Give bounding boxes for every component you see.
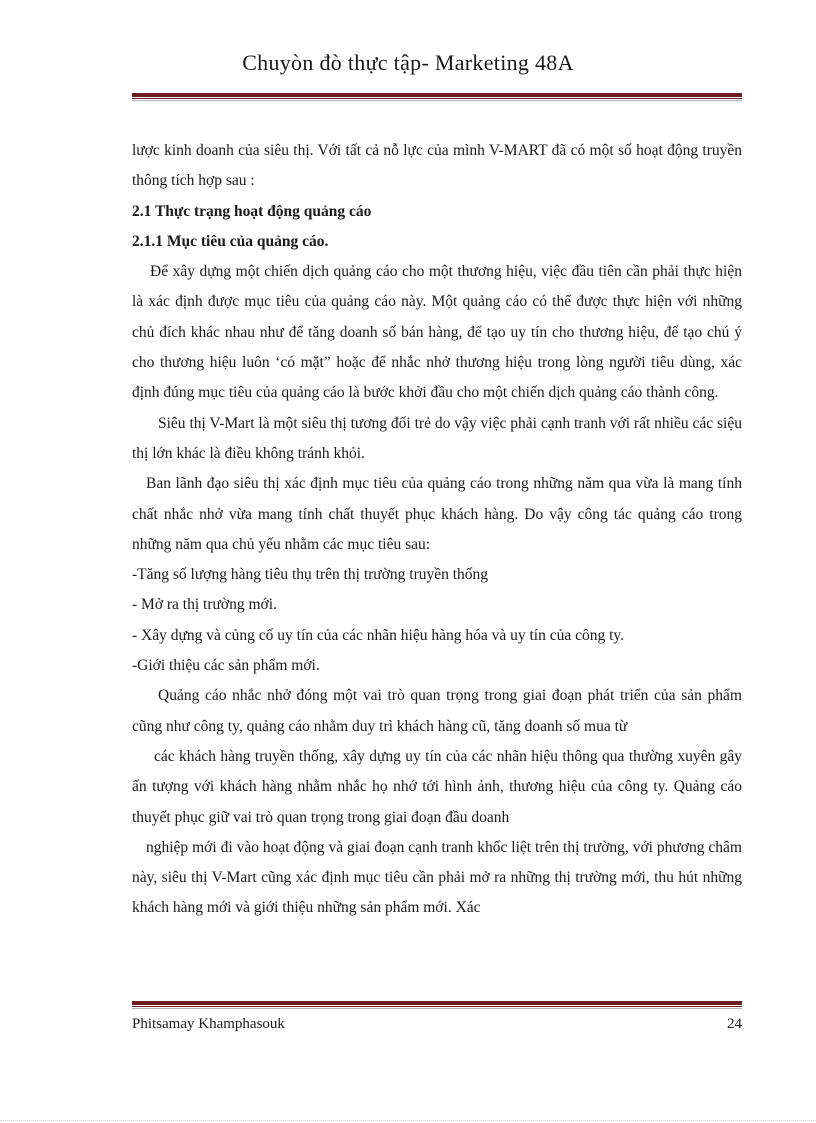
page-number: 24 (727, 1016, 742, 1032)
paragraph-reminder-ads: Quảng cáo nhắc nhở đóng một vai trò quan trọng trong giai đoạn phát triển của sản phẩm cũng như công ty, quảng cáo nhằm duy trì khách hàng cũ, tăng doanh số mua từ (132, 687, 742, 735)
list-item: - Xây dựng và củng cố uy tín của các nhãn hiệu hàng hóa và uy tín của công ty. (132, 626, 625, 644)
page-edge-divider (0, 1120, 816, 1122)
list-item: -Giới thiệu các sản phẩm mới. (132, 657, 320, 675)
page-header-title: Chuyòn đò thực tập- Marketing 48A (242, 50, 574, 75)
header-divider (132, 93, 742, 101)
paragraph-management: Ban lãnh đạo siêu thị xác định mục tiêu của quảng cáo trong những năm qua vừa là mang tính chất nhắc nhở vừa mang tính chất thuyết phục khách hàng. Do vậy công tác quảng cáo trong những năm qua chủ yếu nhằm các mục tiêu sau: (132, 475, 742, 553)
footer-author: Phitsamay Khamphasouk (132, 1016, 285, 1032)
subsection-heading: 2.1.1 Mục tiêu của quảng cáo. (132, 232, 329, 250)
list-item: - Mở ra thị trường mới. (132, 596, 277, 614)
section-heading: 2.1 Thực trạng hoạt động quảng cáo (132, 202, 372, 220)
paragraph-objective: Để xây dựng một chiến dịch quảng cáo cho một thương hiệu, việc đầu tiên cần phải thực hiện là xác định được mục tiêu của quảng cáo này. Một quảng cáo có thể được thực hiện với những chủ đích khác nhau như để tăng doanh số bán hàng, để tạo uy tín cho thương hiệu, để tạo chú ý cho thương hiệu luôn ‘có mặt” hoặc để nhắc nhở thương hiệu trong lòng người tiêu dùng, xác định đúng mục tiêu của quảng cáo là bước khởi đầu cho một chiến dịch quảng cáo thành công. (132, 263, 742, 402)
paragraph-new-markets: nghiệp mới đi vào hoạt động và giai đoạn cạnh tranh khốc liệt trên thị trường, với phương châm này, siêu thị V-Mart cũng xác định mục tiêu cần phải mở ra những thị trường mới, thu hút những khách hàng mới và giới thiệu những sản phẩm mới. Xác (132, 838, 742, 917)
paragraph-intro: lược kinh doanh của siêu thị. Với tất cả nỗ lực của mình V-MART đã có một số hoạt động truyền thông tích hợp sau : (132, 142, 742, 190)
footer-divider (132, 1001, 742, 1009)
paragraph-traditional-customers: các khách hàng truyền thống, xây dựng uy tín của các nhãn hiệu thông qua thường xuyên gây ấn tượng với khách hàng nhằm nhắc họ nhớ tới hình ảnh, thương hiệu của công ty. Quảng cáo thuyết phục giữ vai trò quan trọng trong giai đoạn đầu doanh (132, 747, 742, 826)
paragraph-vmart: Siêu thị V-Mart là một siêu thị tương đối trẻ do vậy việc phải cạnh tranh với rất nhiều các siệu thị lớn khác là điều không tránh khỏi. (132, 414, 742, 462)
list-item: -Tăng số lượng hàng tiêu thụ trên thị trường truyền thống (132, 566, 489, 584)
document-body (132, 136, 742, 924)
